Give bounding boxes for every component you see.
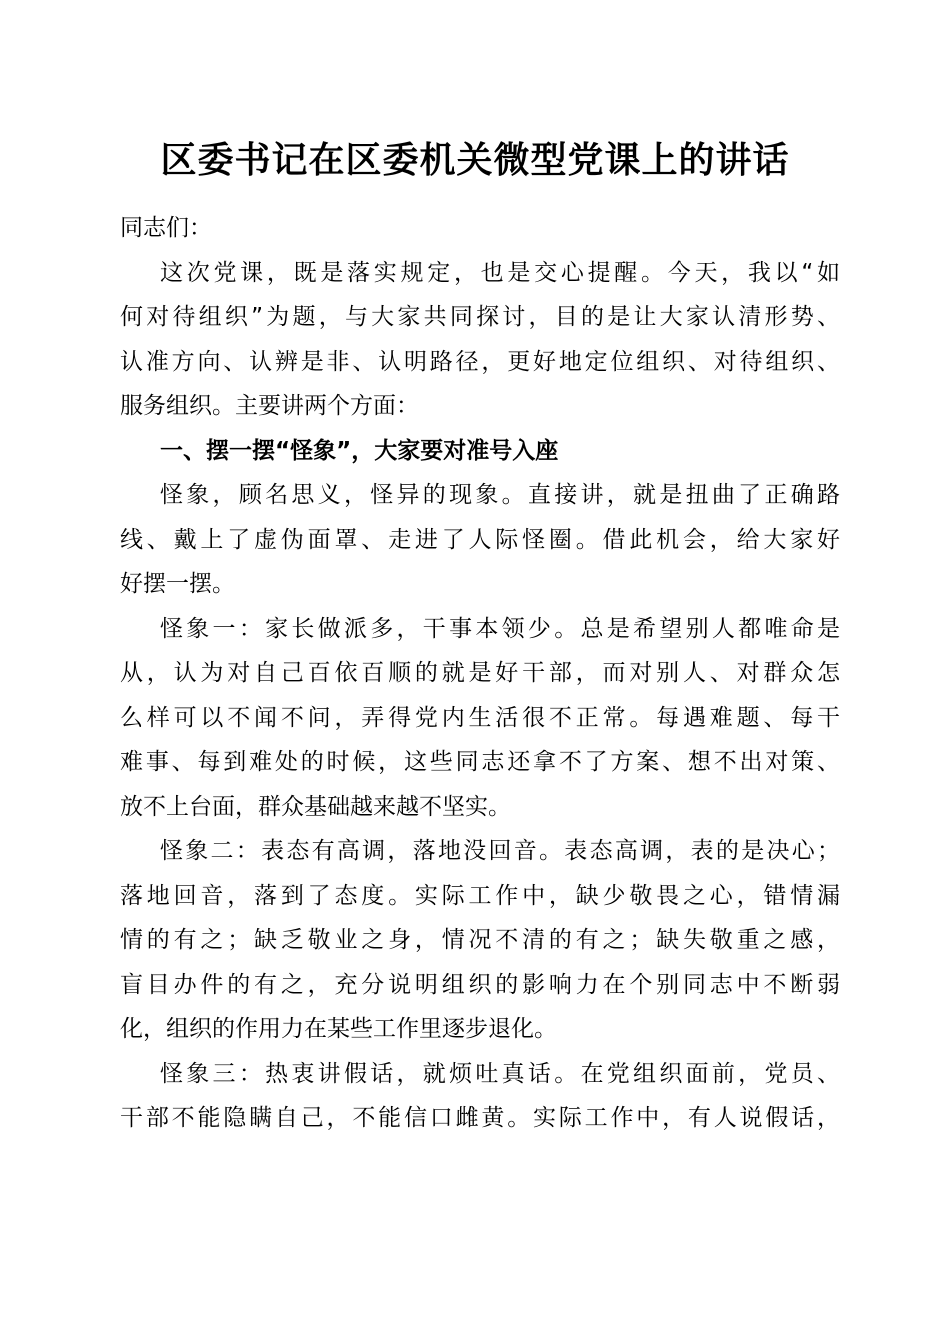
paragraph-line: 盲目办件的有之，充分说明组织的影响力在个别同志中不断弱 (120, 971, 840, 998)
paragraph-line: 服务组织。主要讲两个方面： (120, 393, 419, 419)
paragraph-line: 线、戴上了虚伪面罩、走进了人际怪圈。借此机会，给大家好 (120, 526, 840, 553)
paragraph-line: 干部不能隐瞒自己，不能信口雌黄。实际工作中，有人说假话， (120, 1105, 840, 1131)
paragraph-line: 难事、每到难处的时候，这些同志还拿不了方案、想不出对策、 (120, 749, 840, 775)
document-body (120, 206, 840, 1141)
paragraph-line: 怪象三：热衷讲假话，就烦吐真话。在党组织面前，党员、 (160, 1060, 840, 1087)
paragraph-line: 怪象，顾名思义，怪异的现象。直接讲，就是扭曲了正确路 (160, 482, 840, 508)
paragraph-line: 同志们： (120, 215, 212, 241)
paragraph-line: 情的有之；缺乏敬业之身，情况不清的有之；缺失敬重之感， (120, 927, 840, 953)
paragraph-line: 化，组织的作用力在某些工作里逐步退化。 (120, 1016, 557, 1042)
paragraph-line: 认准方向、认辨是非、认明路径，更好地定位组织、对待组织、 (120, 348, 840, 375)
paragraph-line: 放不上台面，群众基础越来越不坚实。 (120, 793, 511, 820)
paragraph-line: 落地回音，落到了态度。实际工作中，缺少敬畏之心，错情漏 (120, 882, 840, 909)
document-title: 区委书记在区委机关微型党课上的讲话 (160, 139, 790, 181)
paragraph-line: 怪象一：家长做派多，干事本领少。总是希望别人都唯命是 (160, 615, 840, 642)
paragraph-line: 怪象二：表态有高调，落地没回音。表态高调，表的是决心； (160, 838, 840, 864)
paragraph-line: 从，认为对自己百依百顺的就是好干部，而对别人、对群众怎 (120, 660, 840, 686)
paragraph-line: 么样可以不闻不问，弄得党内生活很不正常。每遇难题、每干 (120, 704, 840, 731)
paragraph-line: 这次党课，既是落实规定，也是交心提醒。今天，我以“如 (160, 259, 840, 286)
paragraph-line: 何对待组织”为题，与大家共同探讨，目的是让大家认清形势、 (120, 304, 840, 330)
section-heading: 一、摆一摆“怪象”，大家要对准号入座 (160, 437, 559, 464)
paragraph-line: 好摆一摆。 (120, 571, 235, 597)
